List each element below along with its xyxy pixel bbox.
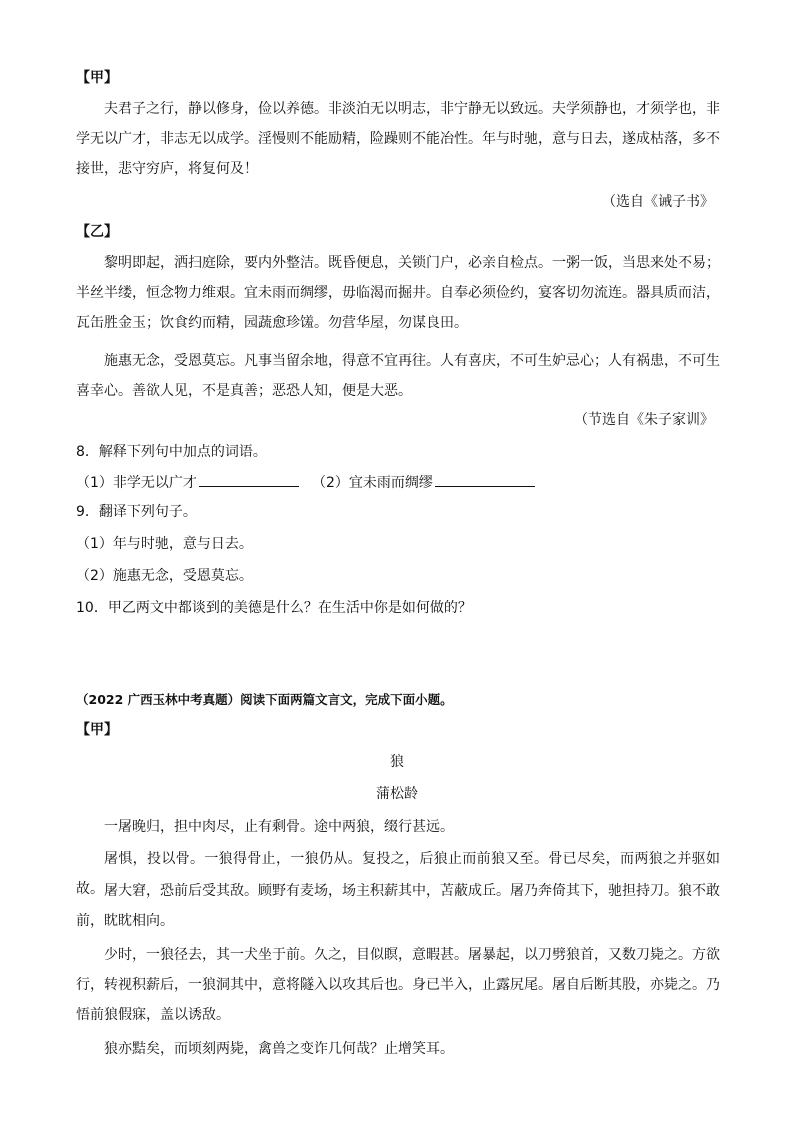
question-9-1: （1）年与时驰，意与日去。 [76, 536, 253, 552]
poem-author: 蒲松龄 [376, 786, 418, 802]
section2-intro: （2022 广西玉林中考真题）阅读下面两篇文言文，完成下面小题。 [76, 692, 453, 707]
answer-blank-8-2[interactable] [435, 472, 535, 487]
passage-jia: 夫君子之行，静以修身，俭以养德。非淡泊无以明志，非宁静无以致远。夫学须静也，才须学也，非学无以广才，非志无以成学。淫慢则不能励精，险躁则不能冶性。年与时驰，意与日去，遂成枯落，多不接世，悲守穷庐，将复何及！ [76, 101, 720, 177]
wolf-paragraph-3: 屠大窘，恐前后受其敌。顾野有麦场，场主积薪其中，苫蔽成丘。屠乃奔倚其下，驰担持刀。狼不敢前，眈眈相向。 [76, 883, 720, 929]
source-jia: （选自《诫子书》 [602, 194, 714, 210]
wolf-paragraph-5: 狼亦黠矣，而顷刻两毙，禽兽之变诈几何哉？止增笑耳。 [104, 1041, 454, 1057]
question-8: 8．解释下列句中加点的词语。 [76, 444, 267, 460]
source-yi: （节选自《朱子家训》 [574, 412, 714, 428]
question-9-2: （2）施惠无念，受恩莫忘。 [76, 568, 253, 584]
question-8-2 [312, 472, 535, 493]
answer-blank-8-1[interactable] [199, 472, 299, 487]
question-9: 9．翻译下列句子。 [76, 504, 197, 520]
passage-yi-2: 施惠无念，受恩莫忘。凡事当留余地，得意不宜再往。人有喜庆，不可生妒忌心；人有祸患，不可生喜幸心。善欲人见，不是真善；恶恐人知，便是大恶。 [76, 353, 720, 399]
question-10: 10．甲乙两文中都谈到的美德是什么？在生活中你是如何做的？ [76, 600, 472, 616]
passage-yi-1: 黎明即起，洒扫庭除，要内外整洁。既昏便息，关锁门户，必亲自检点。一粥一饭，当思来处不易；半丝半缕，恒念物力维艰。宜未雨而绸缪，毋临渴而掘井。自奉必须俭约，宴客切勿流连。器具质而洁，瓦缶胜金玉；饮食约而精，园蔬愈珍馐。勿营华屋，勿谋良田。 [76, 255, 720, 331]
question-8-1-text: （1）非学无以广才 [76, 475, 197, 491]
label-jia-2: 【甲】 [76, 722, 118, 738]
wolf-paragraph-4: 少时，一狼径去，其一犬坐于前。久之，目似瞑，意暇甚。屠暴起，以刀劈狼首，又数刀毙之。方欲行，转视积薪后，一狼洞其中，意将隧入以攻其后也。身已半入，止露尻尾。屠自后断其股，亦毙之。乃悟前狼假寐，盖以诱敌。 [76, 947, 720, 1023]
label-yi: 【乙】 [76, 224, 118, 240]
question-8-2-text: （2）宜未雨而绸缪 [312, 475, 433, 491]
wolf-paragraph-1: 一屠晚归，担中肉尽，止有剩骨。途中两狼，缀行甚远。 [104, 819, 454, 835]
poem-title: 狼 [390, 754, 404, 770]
question-8-1 [76, 472, 299, 493]
label-jia: 【甲】 [76, 70, 118, 86]
wolf-paragraph-2: 屠惧，投以骨。一狼得骨止，一狼仍从。复投之，后狼止而前狼又至。骨已尽矣，而两狼之并驱如故。 [76, 851, 720, 897]
